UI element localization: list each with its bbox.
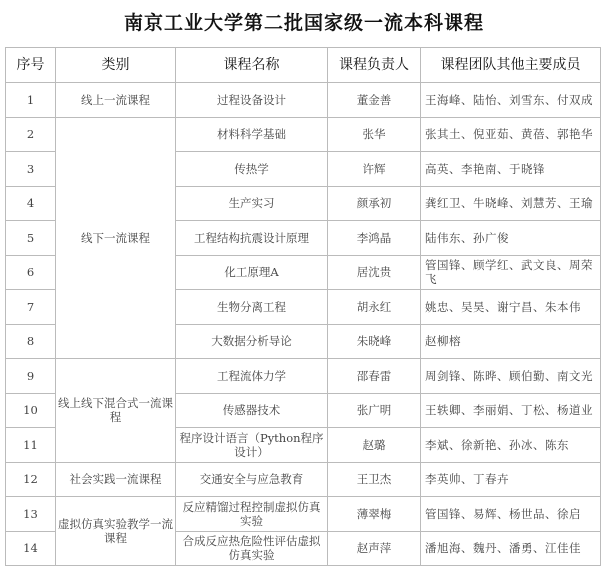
course-lead: 颜承初 xyxy=(328,186,421,221)
team-members: 张其土、倪亚茹、黄蓓、郭艳华 xyxy=(421,117,601,152)
header-course-name: 课程名称 xyxy=(176,48,328,83)
team-members: 管国锋、顾学红、武文良、周荣飞 xyxy=(421,255,601,290)
course-name: 程序设计语言（Python程序设计） xyxy=(176,428,328,463)
course-name: 化工原理A xyxy=(176,255,328,290)
team-members: 高英、李艳南、于晓锋 xyxy=(421,152,601,187)
course-lead: 张华 xyxy=(328,117,421,152)
row-number: 12 xyxy=(6,462,56,497)
team-members: 陆伟东、孙广俊 xyxy=(421,221,601,256)
row-number: 1 xyxy=(6,83,56,118)
course-name: 材料科学基础 xyxy=(176,117,328,152)
category-cell: 线上一流课程 xyxy=(56,83,176,118)
course-name: 合成反应热危险性评估虚拟仿真实验 xyxy=(176,531,328,566)
team-members: 李斌、徐新艳、孙冰、陈东 xyxy=(421,428,601,463)
course-lead: 张广明 xyxy=(328,393,421,428)
team-members: 赵柳榕 xyxy=(421,324,601,359)
course-lead: 胡永红 xyxy=(328,290,421,325)
course-lead: 赵声萍 xyxy=(328,531,421,566)
row-number: 2 xyxy=(6,117,56,152)
team-members: 管国锋、易辉、杨世品、徐启 xyxy=(421,497,601,532)
category-cell: 虚拟仿真实验教学一流课程 xyxy=(56,497,176,566)
course-lead: 李鸿晶 xyxy=(328,221,421,256)
row-number: 11 xyxy=(6,428,56,463)
team-members: 周剑锋、陈晔、顾伯勤、南文光 xyxy=(421,359,601,394)
document-title: 南京工业大学第二批国家级一流本科课程 xyxy=(123,12,484,34)
course-lead: 居沈贵 xyxy=(328,255,421,290)
row-number: 10 xyxy=(6,393,56,428)
course-name: 传感器技术 xyxy=(176,393,328,428)
team-members: 李英帅、丁春卉 xyxy=(421,462,601,497)
course-lead: 朱晓峰 xyxy=(328,324,421,359)
course-lead: 王卫杰 xyxy=(328,462,421,497)
table-row xyxy=(6,359,601,394)
course-table xyxy=(5,47,601,566)
team-members: 王海峰、陆怡、刘雪东、付双成 xyxy=(421,83,601,118)
course-lead: 邵春雷 xyxy=(328,359,421,394)
header-members: 课程团队其他主要成员 xyxy=(421,48,601,83)
category-cell: 线下一流课程 xyxy=(56,117,176,359)
row-number: 13 xyxy=(6,497,56,532)
course-name: 交通安全与应急教育 xyxy=(176,462,328,497)
table-row xyxy=(6,83,601,118)
course-name: 工程结构抗震设计原理 xyxy=(176,221,328,256)
header-row xyxy=(6,48,601,83)
row-number: 8 xyxy=(6,324,56,359)
table-row xyxy=(6,497,601,532)
row-number: 6 xyxy=(6,255,56,290)
table-row xyxy=(6,117,601,152)
team-members: 姚忠、吴昊、谢宁昌、朱本伟 xyxy=(421,290,601,325)
course-name: 生产实习 xyxy=(176,186,328,221)
team-members: 王轶卿、李丽娟、丁松、杨道业 xyxy=(421,393,601,428)
header-no: 序号 xyxy=(6,48,56,83)
course-lead: 薄翠梅 xyxy=(328,497,421,532)
header-lead: 课程负责人 xyxy=(328,48,421,83)
category-cell: 社会实践一流课程 xyxy=(56,462,176,497)
course-lead: 赵璐 xyxy=(328,428,421,463)
header-category: 类别 xyxy=(56,48,176,83)
team-members: 潘旭海、魏丹、潘勇、江佳佳 xyxy=(421,531,601,566)
row-number: 7 xyxy=(6,290,56,325)
row-number: 4 xyxy=(6,186,56,221)
course-name: 反应精馏过程控制虚拟仿真实验 xyxy=(176,497,328,532)
course-lead: 董金善 xyxy=(328,83,421,118)
category-cell: 线上线下混合式一流课程 xyxy=(56,359,176,463)
course-lead: 许辉 xyxy=(328,152,421,187)
course-name: 生物分离工程 xyxy=(176,290,328,325)
table-row xyxy=(6,462,601,497)
course-name: 工程流体力学 xyxy=(176,359,328,394)
row-number: 5 xyxy=(6,221,56,256)
row-number: 9 xyxy=(6,359,56,394)
course-name: 传热学 xyxy=(176,152,328,187)
course-name: 过程设备设计 xyxy=(176,83,328,118)
row-number: 3 xyxy=(6,152,56,187)
row-number: 14 xyxy=(6,531,56,566)
course-name: 大数据分析导论 xyxy=(176,324,328,359)
team-members: 龚红卫、牛晓峰、刘慧芳、王瑜 xyxy=(421,186,601,221)
